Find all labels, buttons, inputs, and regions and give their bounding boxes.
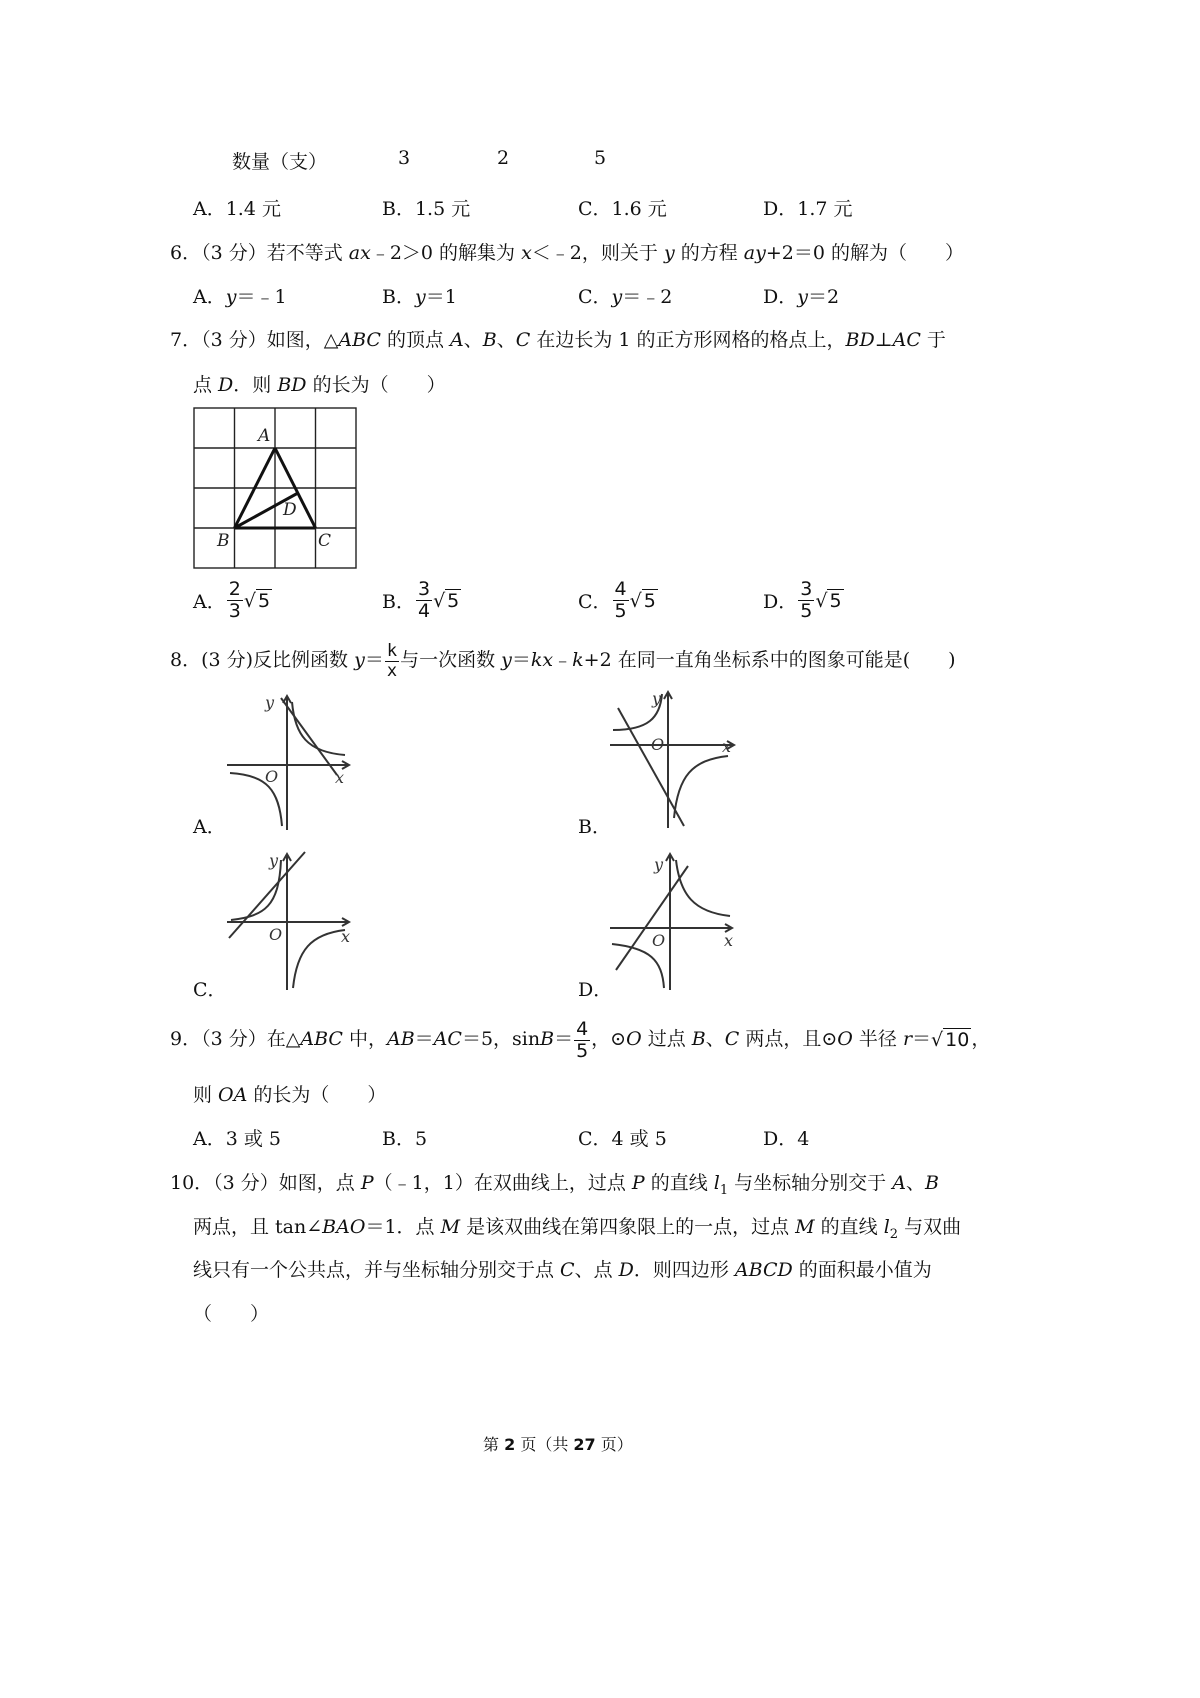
q5-quantity-label: 数量（支） [232, 151, 328, 173]
q7-option-d: D． $\frac{3}{5}$ √ 5 [763, 578, 842, 622]
q7-grid-figure [193, 407, 358, 569]
label-b: B [217, 531, 230, 551]
q5-quantity-value-1: 3 [398, 147, 411, 169]
x-label: x [724, 931, 734, 950]
q7-option-c: C． $\frac{4}{5}$ √ 5 [578, 578, 656, 622]
q10-stem-line-4: （ ） [193, 1303, 270, 1325]
q8-graph-c [225, 850, 355, 992]
hyperbola-branch-1 [676, 860, 730, 916]
q7-option-a: A． $\frac{2}{3}$ √ 5 [193, 578, 271, 622]
q8-option-d: D． [578, 979, 613, 1001]
q6-stem: 6．（3 分）若不等式 ax﹣2＞0 的解集为 x＜﹣2，则关于 y 的方程 ay+2＝0 的解为（ ） [170, 242, 964, 264]
q8-option-b: B． [578, 816, 611, 838]
q10-stem-line-1: 10．（3 分）如图，点 P（﹣1，1）在双曲线上，过点 P 的直线 $l_1$ 与坐标轴分别交于 A、B [170, 1172, 939, 1198]
line-graph [618, 708, 684, 826]
origin-label: O [651, 735, 665, 754]
y-label: y [269, 851, 279, 870]
q9-stem-line-1: 9．（3 分）在△ABC 中，AB＝AC＝5，sinB＝ $\frac{4}{5}$ ，⊙O 过点 B、C 两点，且⊙O 半径 r＝√ 10 ， [170, 1017, 991, 1062]
q9-option-a: A．3 或 5 [193, 1128, 281, 1150]
y-label: y [652, 689, 662, 708]
q5-option-d: D．1.7 元 [763, 198, 853, 220]
q8-option-c: C． [193, 979, 227, 1001]
hyperbola-branch-1 [292, 702, 345, 755]
q10-stem-line-3: 线只有一个公共点，并与坐标轴分别交于点 C、点 D．则四边形 ABCD 的面积最小值为 [193, 1259, 932, 1281]
q8-graph-a [225, 690, 355, 830]
q6-option-c: C．y＝﹣2 [578, 286, 673, 308]
q5-quantity-value-3: 5 [594, 147, 607, 169]
q7-stem-line-1: 7．（3 分）如图，△ABC 的顶点 A、B、C 在边长为 1 的正方形网格的格点上，BD⊥AC 于 [170, 329, 946, 351]
q10-stem-line-2: 两点，且 tan∠BAO＝1．点 M 是该双曲线在第四象限上的一点，过点 M 的直线 $l_2$ 与双曲 [193, 1216, 962, 1242]
q9-stem-line-2: 则 OA 的长为（ ） [193, 1084, 387, 1106]
label-c: C [318, 531, 332, 551]
origin-label: O [269, 925, 283, 944]
line-graph [281, 698, 337, 775]
q6-option-b: B．y＝1 [382, 286, 457, 308]
q8-graph-d [608, 850, 738, 992]
hyperbola-branch-2 [674, 756, 728, 818]
q9-option-b: B．5 [382, 1128, 428, 1150]
hyperbola-branch-2 [293, 930, 345, 988]
q5-option-c: C．1.6 元 [578, 198, 667, 220]
label-d: D [283, 500, 297, 520]
q8-graph-b [608, 688, 738, 830]
q7-stem-line-2: 点 D．则 BD 的长为（ ） [193, 374, 446, 396]
q5-quantity-value-2: 2 [497, 147, 510, 169]
q6-option-a: A．y＝﹣1 [193, 286, 287, 308]
q9-option-d: D．4 [763, 1128, 810, 1150]
origin-label: O [652, 931, 666, 950]
q8-stem: 8．(3 分)反比例函数 y＝ $\frac{k}{x}$ 与一次函数 y＝kx﹣k+2 在同一直角坐标系中的图象可能是( ) [170, 640, 956, 681]
q9-option-c: C．4 或 5 [578, 1128, 667, 1150]
page-footer: 第 2 页（共 27 页） [483, 1435, 633, 1454]
y-label: y [654, 855, 664, 874]
x-label: x [335, 768, 345, 787]
x-label: x [341, 927, 351, 946]
q5-option-b: B．1.5 元 [382, 198, 471, 220]
label-a: A [258, 426, 271, 446]
x-label: x [722, 737, 732, 756]
line-graph [229, 852, 305, 938]
q7-option-b: B． $\frac{3}{4}$ √ 5 [382, 578, 460, 622]
q5-option-a: A．1.4 元 [193, 198, 281, 220]
line-graph [616, 866, 688, 970]
y-label: y [265, 693, 275, 712]
origin-label: O [265, 767, 279, 786]
q8-option-a: A． [193, 816, 226, 838]
q6-option-d: D．y＝2 [763, 286, 840, 308]
